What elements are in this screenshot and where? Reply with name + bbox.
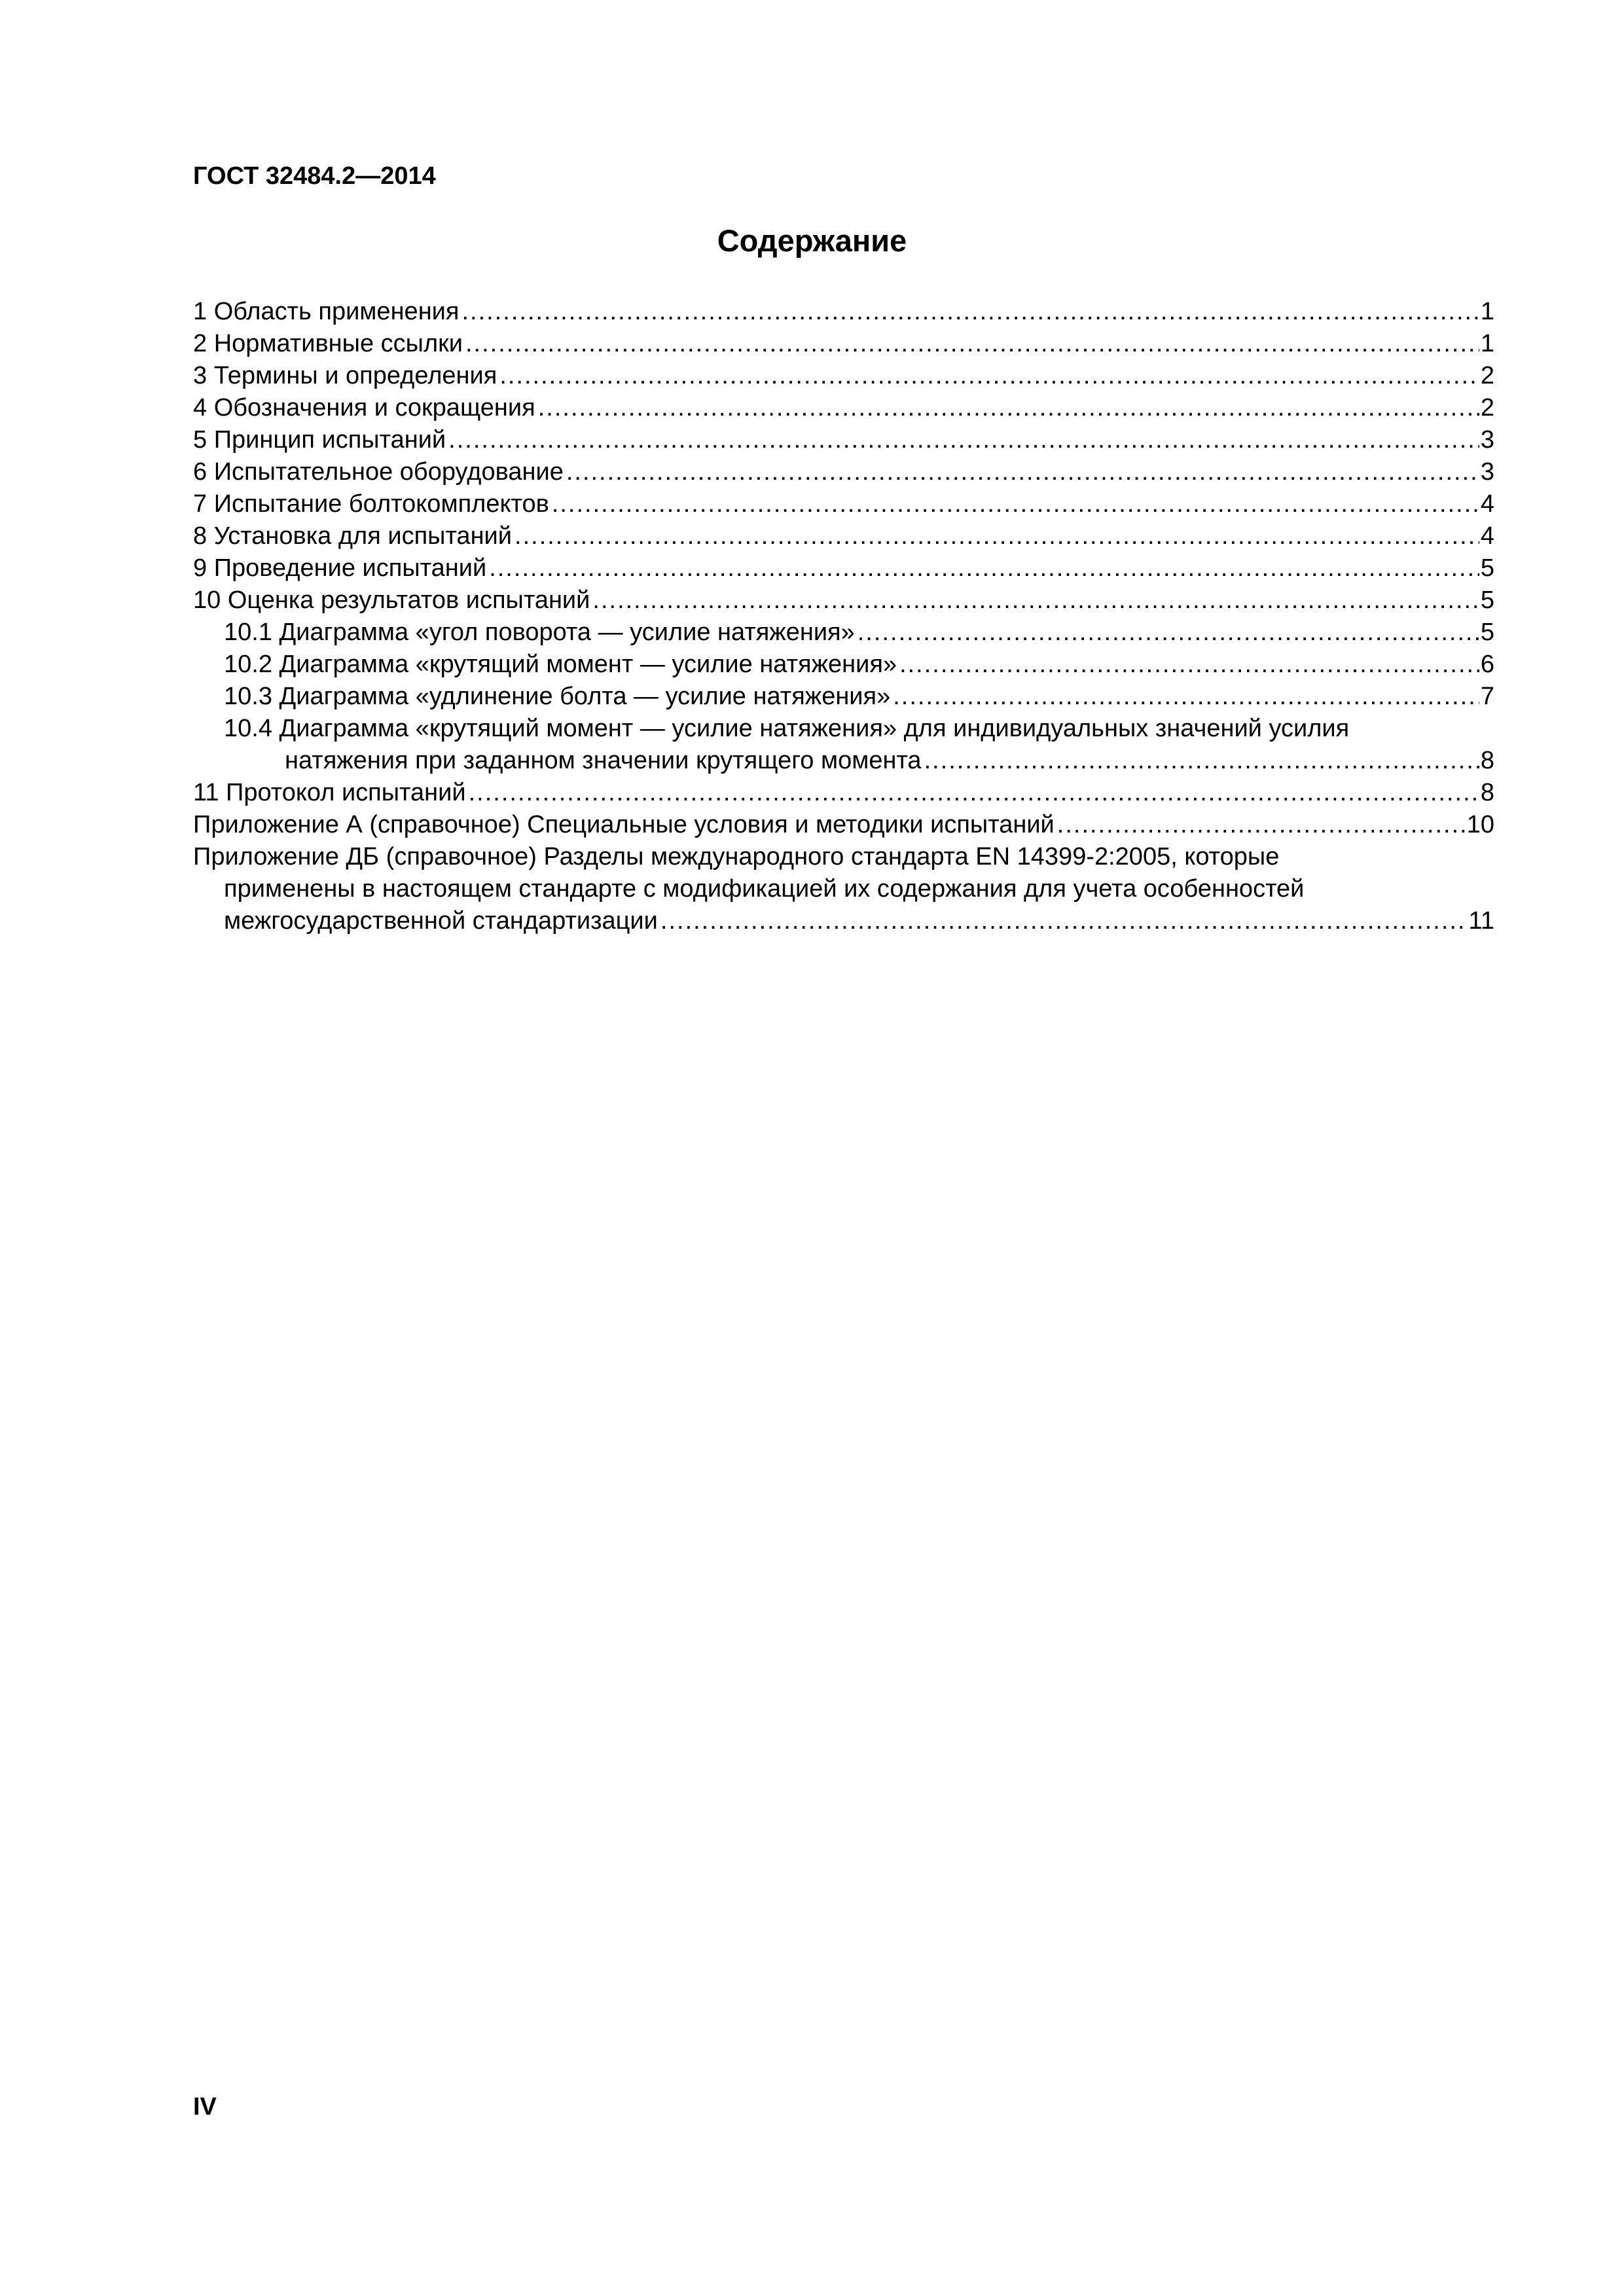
toc-page-number: 4 xyxy=(1480,522,1494,550)
toc-page-number: 7 xyxy=(1480,683,1494,710)
dot-leader xyxy=(592,584,1479,617)
toc-entry-line xyxy=(193,649,1494,681)
toc-page-number: 1 xyxy=(1480,330,1494,357)
dot-leader xyxy=(461,296,1479,328)
toc-page-number: 5 xyxy=(1480,554,1494,582)
toc-entry[interactable] xyxy=(193,841,1494,937)
toc-page-number: 10 xyxy=(1466,811,1494,838)
toc-entry-line xyxy=(193,873,1494,905)
toc-entry-text: 10 Оценка результатов испытаний xyxy=(193,586,590,614)
toc-entry[interactable] xyxy=(193,520,1494,552)
toc-entry-text: 4 Обозначения и сокращения xyxy=(193,394,535,422)
toc-entry-line xyxy=(193,905,1494,937)
toc-page-number: 5 xyxy=(1480,586,1494,614)
toc-page-number: 3 xyxy=(1480,458,1494,486)
dot-leader xyxy=(489,552,1479,584)
dot-leader xyxy=(538,392,1479,424)
toc-page-number: 1 xyxy=(1480,298,1494,325)
toc-entry-line xyxy=(193,809,1494,841)
toc-entry-line xyxy=(193,296,1494,328)
dot-leader xyxy=(448,424,1479,456)
toc-page-number: 4 xyxy=(1480,490,1494,518)
toc-entry[interactable] xyxy=(193,456,1494,488)
toc-entry[interactable] xyxy=(193,424,1494,456)
toc-entry[interactable] xyxy=(193,809,1494,841)
table-of-contents xyxy=(193,296,1494,937)
toc-entry-text: 2 Нормативные ссылки xyxy=(193,330,463,357)
toc-entry-line xyxy=(193,777,1494,809)
toc-entry-text: 7 Испытание болтокомплектов xyxy=(193,490,549,518)
toc-entry-text: Приложение А (справочное) Специальные условия и методики испытаний xyxy=(193,811,1055,838)
toc-entry[interactable] xyxy=(193,649,1494,681)
dot-leader xyxy=(857,617,1479,649)
toc-entry-text: 6 Испытательное оборудование xyxy=(193,458,564,486)
toc-entry[interactable] xyxy=(193,328,1494,360)
toc-entry[interactable] xyxy=(193,296,1494,328)
toc-entry[interactable] xyxy=(193,552,1494,584)
toc-entry-text: 10.2 Диаграмма «крутящий момент — усилие натяжения» xyxy=(224,651,897,678)
page-number: IV xyxy=(193,2093,217,2121)
dot-leader xyxy=(893,681,1479,713)
toc-entry-text: 3 Термины и определения xyxy=(193,362,497,389)
toc-page-number: 2 xyxy=(1480,362,1494,389)
toc-entry-line xyxy=(193,713,1494,745)
toc-entry[interactable] xyxy=(193,777,1494,809)
toc-entry-text: применены в настоящем стандарте с модификацией их содержания для учета особенностей xyxy=(224,875,1305,903)
toc-page-number: 2 xyxy=(1480,394,1494,422)
dot-leader xyxy=(1057,809,1466,841)
toc-page-number: 5 xyxy=(1480,619,1494,646)
toc-entry-line xyxy=(193,617,1494,649)
toc-entry[interactable] xyxy=(193,584,1494,617)
toc-page-number: 3 xyxy=(1480,426,1494,454)
toc-entry-line xyxy=(193,584,1494,617)
toc-entry-text: 11 Протокол испытаний xyxy=(193,779,466,806)
toc-entry[interactable] xyxy=(193,713,1494,777)
toc-entry-text: 10.1 Диаграмма «угол поворота — усилие натяжения» xyxy=(224,619,855,646)
toc-entry-line xyxy=(193,424,1494,456)
dot-leader xyxy=(552,488,1479,520)
toc-entry-line xyxy=(193,552,1494,584)
toc-entry-line xyxy=(193,488,1494,520)
toc-entry-text: 5 Принцип испытаний xyxy=(193,426,446,454)
toc-page-number: 8 xyxy=(1480,779,1494,806)
toc-page-number: 6 xyxy=(1480,651,1494,678)
toc-entry-line xyxy=(193,841,1494,873)
dot-leader xyxy=(899,649,1479,681)
toc-entry-text: 1 Область применения xyxy=(193,298,460,325)
dot-leader xyxy=(499,360,1479,392)
toc-entry[interactable] xyxy=(193,488,1494,520)
toc-entry[interactable] xyxy=(193,617,1494,649)
toc-page-number: 8 xyxy=(1480,747,1494,774)
toc-title: Содержание xyxy=(717,223,907,258)
toc-entry[interactable] xyxy=(193,360,1494,392)
dot-leader xyxy=(660,905,1468,937)
toc-entry-text: Приложение ДБ (справочное) Разделы международного стандарта EN 14399-2:2005, которые xyxy=(193,843,1280,870)
dot-leader xyxy=(469,777,1479,809)
dot-leader xyxy=(566,456,1479,488)
toc-entry-line xyxy=(193,392,1494,424)
toc-entry-text: 8 Установка для испытаний xyxy=(193,522,513,550)
toc-entry-line xyxy=(193,328,1494,360)
toc-entry-line xyxy=(193,520,1494,552)
dot-leader xyxy=(514,520,1479,552)
toc-entry-text: 10.4 Диаграмма «крутящий момент — усилие натяжения» для индивидуальных значений усилия xyxy=(224,715,1350,742)
toc-entry[interactable] xyxy=(193,681,1494,713)
toc-entry-text: натяжения при заданном значении крутящего момента xyxy=(285,747,922,774)
toc-entry-text: межгосударственной стандартизации xyxy=(224,907,658,935)
toc-entry[interactable] xyxy=(193,392,1494,424)
toc-entry-line xyxy=(193,360,1494,392)
toc-entry-line xyxy=(193,681,1494,713)
toc-entry-text: 9 Проведение испытаний xyxy=(193,554,487,582)
dot-leader xyxy=(924,745,1479,777)
dot-leader xyxy=(465,328,1479,360)
toc-entry-text: 10.3 Диаграмма «удлинение болта — усилие натяжения» xyxy=(224,683,891,710)
standard-code-header: ГОСТ 32484.2—2014 xyxy=(193,162,436,190)
toc-entry-line xyxy=(193,745,1494,777)
toc-entry-line xyxy=(193,456,1494,488)
toc-page-number: 11 xyxy=(1468,907,1494,935)
